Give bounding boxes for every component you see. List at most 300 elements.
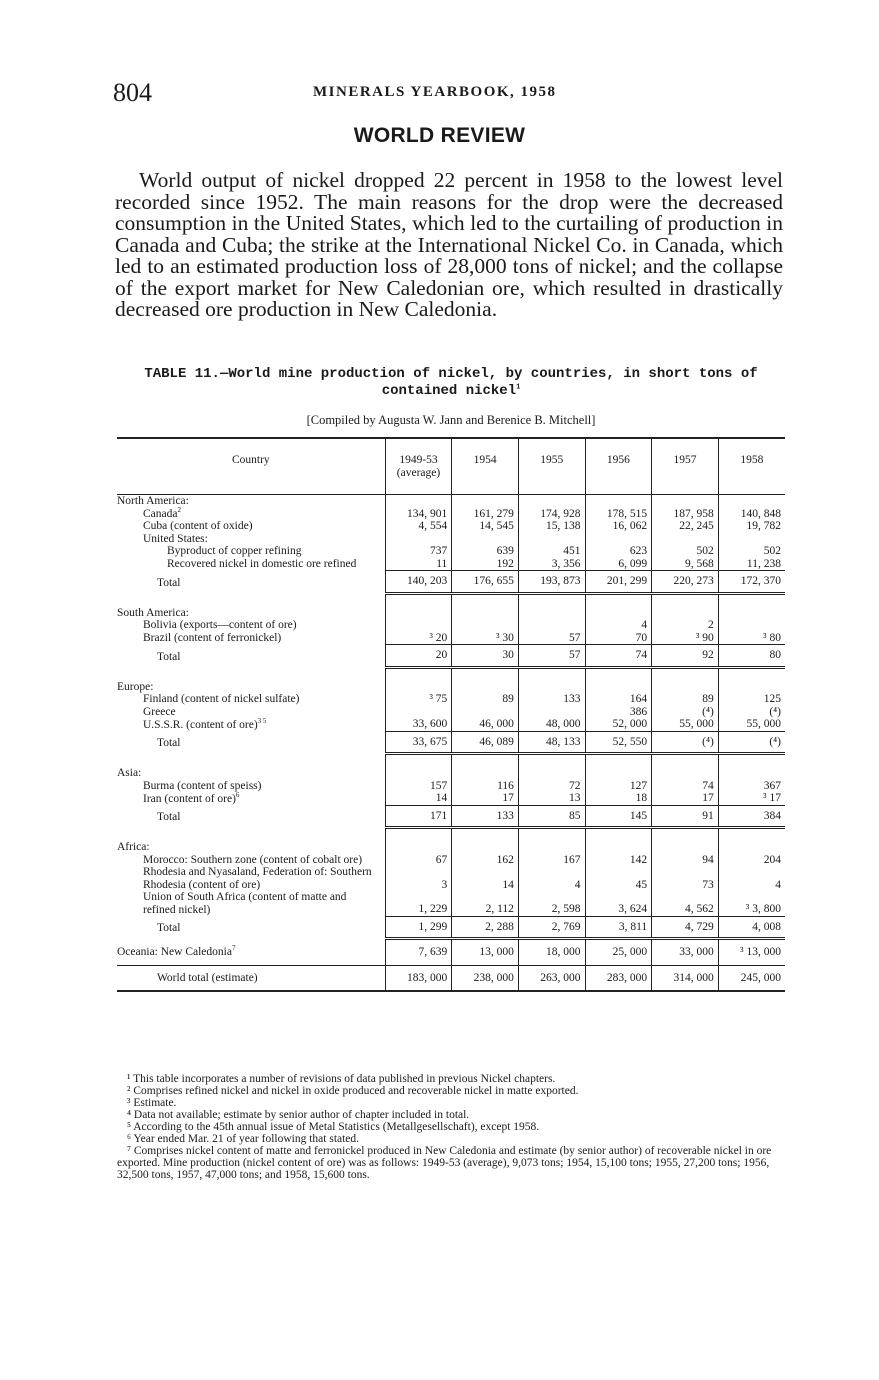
value-cell bbox=[585, 681, 652, 694]
value-cell: (⁴) bbox=[718, 731, 785, 754]
value-cell: 2 bbox=[652, 619, 719, 632]
value-cell: 7, 639 bbox=[385, 939, 452, 966]
value-cell: 125 bbox=[718, 693, 785, 706]
value-cell: 52, 550 bbox=[585, 731, 652, 754]
country-label: Europe: bbox=[117, 680, 154, 693]
country-label: Bolivia (exports—content of ore) bbox=[143, 619, 297, 631]
value-cell: 17 bbox=[452, 792, 519, 805]
value-cell: 30 bbox=[452, 645, 519, 668]
country-label: Africa: bbox=[117, 841, 150, 853]
spacer-row bbox=[117, 828, 785, 842]
value-cell bbox=[518, 754, 585, 768]
table-row bbox=[117, 891, 785, 916]
value-cell bbox=[385, 681, 452, 694]
value-cell: 4, 554 bbox=[385, 520, 452, 533]
value-cell: 192 bbox=[452, 558, 519, 571]
country-cell bbox=[117, 916, 385, 939]
value-cell bbox=[452, 533, 519, 546]
value-cell: 183, 000 bbox=[385, 965, 452, 991]
country-label: Greece bbox=[143, 705, 176, 718]
value-cell: 2, 112 bbox=[452, 891, 519, 916]
region-row bbox=[117, 533, 785, 546]
value-cell: 451 bbox=[518, 545, 585, 558]
country-cell bbox=[117, 505, 385, 521]
country-cell bbox=[117, 805, 385, 828]
value-cell: ³ 30 bbox=[452, 632, 519, 645]
table-caption bbox=[118, 366, 784, 400]
value-cell bbox=[585, 667, 652, 681]
country-cell bbox=[117, 939, 385, 966]
country-cell bbox=[117, 854, 385, 867]
country-label: Oceania: New Caledonia bbox=[117, 946, 232, 958]
value-cell bbox=[585, 495, 652, 508]
country-cell bbox=[117, 645, 385, 668]
table-row bbox=[117, 545, 785, 558]
value-cell bbox=[585, 607, 652, 620]
table-caption-note: 1 bbox=[516, 383, 521, 392]
value-cell: 33, 675 bbox=[385, 731, 452, 754]
country-label: Morocco: Southern zone (content of cobalt ore) bbox=[143, 853, 363, 866]
value-cell: 22, 245 bbox=[652, 520, 719, 533]
country-cell bbox=[117, 780, 385, 793]
value-cell: 19, 782 bbox=[718, 520, 785, 533]
table-caption-line2: contained nickel bbox=[381, 383, 517, 399]
country-cell bbox=[117, 866, 385, 891]
country-label: Union of South Africa (content of matte and refined nickel) bbox=[143, 891, 347, 916]
value-cell: 2, 598 bbox=[518, 891, 585, 916]
value-cell: 91 bbox=[652, 805, 719, 828]
country-cell bbox=[117, 792, 385, 805]
value-cell: 174, 928 bbox=[518, 508, 585, 521]
country-cell bbox=[117, 520, 385, 533]
table-row bbox=[117, 508, 785, 521]
value-cell: 204 bbox=[718, 854, 785, 867]
value-cell: 201, 299 bbox=[585, 571, 652, 594]
value-cell: 283, 000 bbox=[585, 965, 652, 991]
country-label: Iran (content of ore) bbox=[143, 792, 236, 805]
country-cell bbox=[117, 571, 385, 594]
running-title: MINERALS YEARBOOK, 1958 bbox=[313, 84, 557, 100]
country-label: Byproduct of copper refining bbox=[167, 545, 302, 557]
value-cell bbox=[585, 593, 652, 607]
value-cell: 18, 000 bbox=[518, 939, 585, 966]
value-cell: 737 bbox=[385, 545, 452, 558]
footnote: ⁵ According to the 45th annual issue of Metal Statistics (Metallgesellschaft), except 1958. bbox=[127, 1121, 540, 1133]
total-row bbox=[117, 731, 785, 754]
country-cell bbox=[117, 718, 385, 731]
value-cell: 314, 000 bbox=[652, 965, 719, 991]
value-cell: 6, 099 bbox=[585, 558, 652, 571]
country-label: Recovered nickel in domestic ore refined bbox=[167, 558, 357, 570]
value-cell bbox=[652, 841, 719, 854]
table-row bbox=[117, 693, 785, 706]
spacer-cell bbox=[117, 754, 385, 768]
value-cell: ³ 17 bbox=[718, 792, 785, 805]
value-cell: 4 bbox=[718, 866, 785, 891]
value-cell bbox=[718, 593, 785, 607]
value-cell: 45 bbox=[585, 866, 652, 891]
value-cell: 33, 000 bbox=[652, 939, 719, 966]
value-cell: 48, 000 bbox=[518, 718, 585, 731]
value-cell: 4, 729 bbox=[652, 916, 719, 939]
value-cell: 4 bbox=[585, 619, 652, 632]
value-cell: 3, 624 bbox=[585, 891, 652, 916]
footnote: ¹ This table incorporates a number of revisions of data published in previous Nickel chapters. bbox=[127, 1073, 556, 1085]
value-cell bbox=[652, 533, 719, 546]
value-cell bbox=[585, 828, 652, 842]
table-row bbox=[117, 558, 785, 571]
value-cell: 502 bbox=[652, 545, 719, 558]
table-row bbox=[117, 939, 785, 966]
value-cell: 384 bbox=[718, 805, 785, 828]
spacer-row bbox=[117, 667, 785, 681]
footnote: ⁶ Year ended Mar. 21 of year following that stated. bbox=[127, 1133, 360, 1145]
country-cell bbox=[117, 545, 385, 558]
table-row bbox=[117, 780, 785, 793]
section-title: WORLD REVIEW bbox=[353, 124, 526, 147]
value-cell: 14 bbox=[452, 866, 519, 891]
country-label: Total bbox=[157, 576, 181, 589]
table-row bbox=[117, 854, 785, 867]
value-cell bbox=[652, 681, 719, 694]
value-cell: 1, 299 bbox=[385, 916, 452, 939]
value-cell: 187, 958 bbox=[652, 508, 719, 521]
table-body bbox=[117, 495, 785, 992]
value-cell bbox=[452, 607, 519, 620]
value-cell bbox=[452, 495, 519, 508]
footnote: ³ Estimate. bbox=[127, 1097, 177, 1109]
value-cell bbox=[452, 828, 519, 842]
footnote-ref: 3 5 bbox=[257, 716, 267, 725]
value-cell: 14, 545 bbox=[452, 520, 519, 533]
value-cell: 172, 370 bbox=[718, 571, 785, 594]
country-label: North America: bbox=[117, 495, 189, 507]
total-row bbox=[117, 645, 785, 668]
country-label: United States: bbox=[143, 532, 208, 545]
value-cell: 9, 568 bbox=[652, 558, 719, 571]
page-number: 804 bbox=[113, 78, 152, 107]
value-cell bbox=[652, 667, 719, 681]
country-label: South America: bbox=[117, 606, 189, 619]
value-cell: ³ 20 bbox=[385, 632, 452, 645]
value-cell: 72 bbox=[518, 780, 585, 793]
value-cell: 16, 062 bbox=[585, 520, 652, 533]
value-cell bbox=[585, 754, 652, 768]
value-cell: (⁴) bbox=[652, 731, 719, 754]
value-cell bbox=[718, 667, 785, 681]
table-row bbox=[117, 520, 785, 533]
value-cell bbox=[452, 619, 519, 632]
value-cell bbox=[452, 667, 519, 681]
value-cell bbox=[718, 607, 785, 620]
value-cell bbox=[718, 681, 785, 694]
value-cell: 14 bbox=[385, 792, 452, 805]
value-cell: ³ 13, 000 bbox=[718, 939, 785, 966]
table-row bbox=[117, 706, 785, 719]
value-cell: 70 bbox=[585, 632, 652, 645]
value-cell bbox=[385, 495, 452, 508]
value-cell: ³ 90 bbox=[652, 632, 719, 645]
country-label: Canada bbox=[143, 507, 178, 520]
footnote: ⁷ Comprises nickel content of matte and ferronickel produced in New Caledonia and estimate (by senior author) of recoverable nickel in ore exported. Mine production (nickel content of ore) was as follows: 1949-53 (average), 9,073 tons; 1954, 15,100 tons; 1955, 27,200 tons; 1956, 32,500 tons, 1957, 47,000 tons; and 1958, 15,600 tons. bbox=[117, 1145, 772, 1181]
value-cell bbox=[585, 767, 652, 780]
value-cell bbox=[452, 681, 519, 694]
value-cell bbox=[385, 533, 452, 546]
value-cell bbox=[518, 533, 585, 546]
value-cell bbox=[652, 593, 719, 607]
value-cell bbox=[652, 754, 719, 768]
region-row bbox=[117, 841, 785, 854]
value-cell bbox=[385, 767, 452, 780]
country-cell bbox=[117, 632, 385, 645]
value-cell: 263, 000 bbox=[518, 965, 585, 991]
value-cell: 161, 279 bbox=[452, 508, 519, 521]
country-cell bbox=[117, 706, 385, 719]
value-cell bbox=[385, 619, 452, 632]
table-row bbox=[117, 619, 785, 632]
country-cell bbox=[117, 965, 385, 991]
spacer-cell bbox=[117, 593, 385, 607]
value-cell: 386 bbox=[585, 706, 652, 719]
value-cell: 4 bbox=[518, 866, 585, 891]
value-cell: 140, 203 bbox=[385, 571, 452, 594]
country-label: Cuba (content of oxide) bbox=[143, 520, 253, 532]
spacer-cell bbox=[117, 667, 385, 681]
value-cell: 57 bbox=[518, 645, 585, 668]
value-cell: 11, 238 bbox=[718, 558, 785, 571]
region-row bbox=[117, 607, 785, 620]
country-label: Total bbox=[157, 922, 181, 934]
country-label: Asia: bbox=[117, 767, 142, 779]
column-header-year: 1949-53 (average) bbox=[385, 438, 452, 495]
table-compiled-by: [Compiled by Augusta W. Jann and Berenice B. Mitchell] bbox=[306, 413, 596, 427]
table-row bbox=[117, 866, 785, 891]
value-cell: 20 bbox=[385, 645, 452, 668]
value-cell: 57 bbox=[518, 632, 585, 645]
value-cell bbox=[518, 841, 585, 854]
value-cell bbox=[518, 667, 585, 681]
value-cell: 74 bbox=[585, 645, 652, 668]
value-cell: 193, 873 bbox=[518, 571, 585, 594]
value-cell: 176, 655 bbox=[452, 571, 519, 594]
region-row bbox=[117, 681, 785, 694]
value-cell bbox=[385, 667, 452, 681]
value-cell: 167 bbox=[518, 854, 585, 867]
value-cell bbox=[518, 607, 585, 620]
value-cell: 116 bbox=[452, 780, 519, 793]
footnote-ref: 2 bbox=[177, 505, 181, 514]
region-row bbox=[117, 767, 785, 780]
table-row bbox=[117, 718, 785, 731]
spacer-cell bbox=[117, 828, 385, 842]
value-cell: 89 bbox=[652, 693, 719, 706]
value-cell bbox=[585, 841, 652, 854]
footnote-ref: 7 bbox=[231, 944, 236, 953]
value-cell: 46, 089 bbox=[452, 731, 519, 754]
country-label: Burma (content of speiss) bbox=[143, 779, 262, 792]
value-cell bbox=[385, 593, 452, 607]
value-cell bbox=[652, 495, 719, 508]
country-label: Total bbox=[157, 650, 181, 663]
total-row bbox=[117, 571, 785, 594]
value-cell bbox=[518, 828, 585, 842]
table-row bbox=[117, 632, 785, 645]
column-header-year: 1957 bbox=[652, 438, 719, 495]
value-cell: 25, 000 bbox=[585, 939, 652, 966]
value-cell bbox=[518, 495, 585, 508]
value-cell bbox=[585, 533, 652, 546]
value-cell bbox=[518, 593, 585, 607]
value-cell: 4, 008 bbox=[718, 916, 785, 939]
value-cell: 89 bbox=[452, 693, 519, 706]
value-cell: 92 bbox=[652, 645, 719, 668]
region-row bbox=[117, 495, 785, 508]
value-cell bbox=[718, 754, 785, 768]
country-cell bbox=[117, 681, 385, 694]
value-cell: 639 bbox=[452, 545, 519, 558]
country-cell bbox=[117, 841, 385, 854]
value-cell bbox=[385, 841, 452, 854]
country-label: Finland (content of nickel sulfate) bbox=[143, 693, 300, 705]
value-cell: 140, 848 bbox=[718, 508, 785, 521]
value-cell bbox=[718, 828, 785, 842]
value-cell: ³ 80 bbox=[718, 632, 785, 645]
value-cell: 2, 769 bbox=[518, 916, 585, 939]
value-cell: 11 bbox=[385, 558, 452, 571]
value-cell bbox=[718, 619, 785, 632]
spacer-row bbox=[117, 593, 785, 607]
column-header-year: 1956 bbox=[585, 438, 652, 495]
country-cell bbox=[117, 767, 385, 780]
production-table bbox=[117, 437, 785, 992]
value-cell: 245, 000 bbox=[718, 965, 785, 991]
value-cell bbox=[452, 767, 519, 780]
value-cell: 3, 356 bbox=[518, 558, 585, 571]
country-label: Rhodesia and Nyasaland, Federation of: Southern Rhodesia (content of ore) bbox=[143, 866, 372, 891]
running-head bbox=[113, 78, 785, 108]
value-cell: 134, 901 bbox=[385, 508, 452, 521]
total-row bbox=[117, 805, 785, 828]
value-cell: 133 bbox=[452, 805, 519, 828]
footnote: ⁴ Data not available; estimate by senior author of chapter included in total. bbox=[127, 1109, 470, 1121]
country-cell bbox=[117, 607, 385, 620]
table-caption-line1: TABLE 11.—World mine production of nickel, by countries, in short tons of bbox=[144, 366, 758, 382]
table-row bbox=[117, 965, 785, 991]
value-cell bbox=[718, 495, 785, 508]
value-cell: 2, 288 bbox=[452, 916, 519, 939]
value-cell bbox=[452, 706, 519, 719]
value-cell: 164 bbox=[585, 693, 652, 706]
value-cell: 3, 811 bbox=[585, 916, 652, 939]
value-cell: 4, 562 bbox=[652, 891, 719, 916]
value-cell bbox=[385, 828, 452, 842]
table-row bbox=[117, 792, 785, 805]
value-cell: (⁴) bbox=[652, 706, 719, 719]
value-cell bbox=[518, 767, 585, 780]
value-cell: 171 bbox=[385, 805, 452, 828]
value-cell: 127 bbox=[585, 780, 652, 793]
column-header-country: Country bbox=[117, 438, 385, 495]
value-cell bbox=[452, 593, 519, 607]
value-cell bbox=[718, 767, 785, 780]
country-label: Total bbox=[157, 737, 181, 749]
total-row bbox=[117, 916, 785, 939]
footnote-ref: 6 bbox=[235, 790, 240, 799]
column-header-year: 1958 bbox=[718, 438, 785, 495]
value-cell: 18 bbox=[585, 792, 652, 805]
country-cell bbox=[117, 533, 385, 546]
value-cell: 13 bbox=[518, 792, 585, 805]
value-cell: 55, 000 bbox=[718, 718, 785, 731]
value-cell bbox=[718, 841, 785, 854]
value-cell bbox=[652, 607, 719, 620]
value-cell: 162 bbox=[452, 854, 519, 867]
value-cell: ³ 75 bbox=[385, 693, 452, 706]
value-cell: 157 bbox=[385, 780, 452, 793]
value-cell: 85 bbox=[518, 805, 585, 828]
value-cell bbox=[385, 607, 452, 620]
value-cell: 94 bbox=[652, 854, 719, 867]
value-cell: 238, 000 bbox=[452, 965, 519, 991]
value-cell: 367 bbox=[718, 780, 785, 793]
value-cell: 178, 515 bbox=[585, 508, 652, 521]
value-cell: 67 bbox=[385, 854, 452, 867]
value-cell bbox=[518, 706, 585, 719]
country-cell bbox=[117, 495, 385, 508]
value-cell: 502 bbox=[718, 545, 785, 558]
footnotes bbox=[117, 1073, 785, 1181]
value-cell: 74 bbox=[652, 780, 719, 793]
intro-paragraph: World output of nickel dropped 22 percent in 1958 to the lowest level recorded since 1952. The main reasons for the drop were the decreased consumption in the United States, which led to the curtailing of production in Canada and Cuba; the strike at the International Nickel Co. in Canada, which led to an estimated production loss of 28,000 tons of nickel; and the collapse of the export market for New Caledonian ore, which resulted in drastically decreased ore production in New Caledonia. bbox=[115, 168, 783, 321]
value-cell bbox=[718, 533, 785, 546]
value-cell bbox=[652, 767, 719, 780]
value-cell bbox=[518, 619, 585, 632]
country-cell bbox=[117, 558, 385, 571]
value-cell: 220, 273 bbox=[652, 571, 719, 594]
country-cell bbox=[117, 619, 385, 632]
country-cell bbox=[117, 693, 385, 706]
value-cell bbox=[452, 754, 519, 768]
value-cell bbox=[385, 706, 452, 719]
value-cell: ³ 3, 800 bbox=[718, 891, 785, 916]
country-cell bbox=[117, 731, 385, 754]
value-cell: 73 bbox=[652, 866, 719, 891]
value-cell: 142 bbox=[585, 854, 652, 867]
table-header bbox=[117, 438, 785, 495]
value-cell: 3 bbox=[385, 866, 452, 891]
value-cell bbox=[452, 841, 519, 854]
value-cell: 623 bbox=[585, 545, 652, 558]
value-cell bbox=[385, 754, 452, 768]
footnote: ² Comprises refined nickel and nickel in oxide produced and recoverable nickel in matte exported. bbox=[127, 1085, 579, 1097]
country-label: Brazil (content of ferronickel) bbox=[143, 632, 282, 644]
value-cell: 55, 000 bbox=[652, 718, 719, 731]
spacer-row bbox=[117, 754, 785, 768]
column-header-year: 1955 bbox=[518, 438, 585, 495]
value-cell: 133 bbox=[518, 693, 585, 706]
value-cell: 33, 600 bbox=[385, 718, 452, 731]
value-cell: 145 bbox=[585, 805, 652, 828]
value-cell: 48, 133 bbox=[518, 731, 585, 754]
value-cell: 46, 000 bbox=[452, 718, 519, 731]
country-label: U.S.S.R. (content of ore) bbox=[143, 718, 258, 731]
country-label: Total bbox=[157, 811, 181, 823]
country-cell bbox=[117, 891, 385, 916]
value-cell: 17 bbox=[652, 792, 719, 805]
value-cell: 80 bbox=[718, 645, 785, 668]
value-cell: 13, 000 bbox=[452, 939, 519, 966]
value-cell: 1, 229 bbox=[385, 891, 452, 916]
